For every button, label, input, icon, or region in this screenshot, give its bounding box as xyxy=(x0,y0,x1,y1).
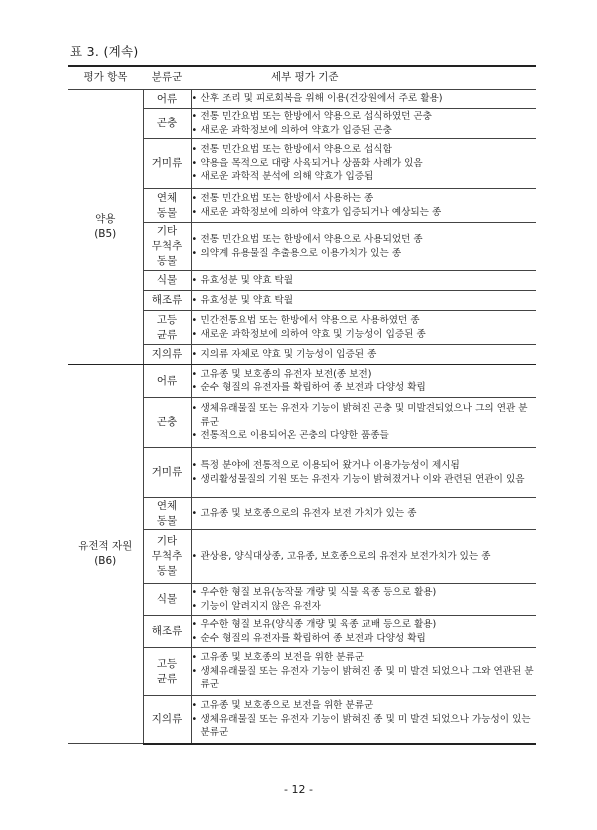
criteria-list-item xyxy=(192,170,537,184)
header-evaluation-item: 평가 항목 xyxy=(68,66,143,90)
criteria-text: 기능이 알려지지 않은 유전자 xyxy=(200,600,321,612)
criteria-list-item xyxy=(192,274,537,288)
criteria-text: 전통 민간요법 또는 한방에서 약용으로 섭식함 xyxy=(200,144,392,156)
criteria-list-item xyxy=(192,314,537,328)
criteria-text: 유효성분 및 약효 탁월 xyxy=(200,294,294,306)
taxon-group-cell: 기타 무척추 동물 xyxy=(143,530,191,584)
criteria-text: 우수한 형질 보유(양식종 개량 및 육종 교배 등으로 활용) xyxy=(200,619,437,630)
criteria-text: 의약계 유용물질 추출용으로 이용가치가 있는 종 xyxy=(200,247,402,259)
criteria-text: 고유종 및 보호종으로 보전을 위한 분류군 xyxy=(200,700,374,711)
detail-criteria-cell xyxy=(191,696,536,744)
bullet-icon: • xyxy=(191,600,198,612)
criteria-text: 지의류 자체로 약효 및 기능성이 입증된 종 xyxy=(200,348,377,360)
evaluation-item-cell xyxy=(68,90,143,365)
detail-criteria-cell xyxy=(191,345,536,365)
taxon-group-cell: 곤충 xyxy=(143,398,191,448)
bullet-icon: • xyxy=(191,348,198,360)
bullet-icon: • xyxy=(191,713,198,725)
criteria-text: 약용을 목적으로 대량 사육되거나 상품화 사례가 있음 xyxy=(200,157,423,169)
criteria-list-item xyxy=(192,713,537,740)
table-row xyxy=(68,90,536,109)
page-number: - 12 - xyxy=(284,783,313,796)
taxon-group-cell: 어류 xyxy=(143,365,191,398)
criteria-text: 우수한 형질 보유(농작물 개량 및 식물 육종 등으로 활용) xyxy=(200,587,437,598)
table-body xyxy=(68,90,536,744)
criteria-list-item xyxy=(192,381,537,395)
taxon-group-cell: 지의류 xyxy=(143,696,191,744)
criteria-list-item xyxy=(192,192,537,206)
taxon-group-cell: 식물 xyxy=(143,584,191,616)
criteria-list-item xyxy=(192,402,537,429)
criteria-text: 순수 형질의 유전자를 확립하여 종 보전과 다양성 확립 xyxy=(200,632,426,644)
bullet-icon: • xyxy=(191,294,198,306)
criteria-list-item xyxy=(192,348,537,362)
detail-criteria-cell xyxy=(191,498,536,530)
taxon-group-cell: 연체 동물 xyxy=(143,498,191,530)
evaluation-item-name: 약용 xyxy=(95,213,116,225)
bullet-icon: • xyxy=(191,206,198,218)
criteria-text: 민간전통요법 또는 한방에서 약용으로 사용하였던 종 xyxy=(200,315,420,326)
evaluation-item-cell xyxy=(68,365,143,744)
criteria-list-item xyxy=(192,247,537,261)
table-header-row xyxy=(68,66,536,90)
detail-criteria-cell xyxy=(191,90,536,109)
detail-criteria-cell xyxy=(191,584,536,616)
criteria-text: 전통 민간요법 또는 한방에서 약용으로 사용되었던 종 xyxy=(200,234,423,245)
criteria-list-item xyxy=(192,92,537,106)
criteria-list-item xyxy=(192,429,537,443)
criteria-text: 생체유래물질 또는 유전자 기능이 밝혀진 종 및 미 발견 되었으나 가능성이 있는 분류군 xyxy=(200,713,531,738)
detail-criteria-cell xyxy=(191,530,536,584)
taxon-group-cell: 식물 xyxy=(143,271,191,291)
bullet-icon: • xyxy=(191,144,198,156)
detail-criteria-cell xyxy=(191,189,536,223)
bullet-icon: • xyxy=(191,473,198,485)
detail-criteria-cell xyxy=(191,365,536,398)
detail-criteria-cell xyxy=(191,616,536,648)
criteria-text: 고유종 및 보호종으로의 유전자 보전 가치가 있는 종 xyxy=(200,507,417,519)
taxon-group-cell: 곤충 xyxy=(143,109,191,139)
evaluation-item-code: (B5) xyxy=(94,228,117,240)
bullet-icon: • xyxy=(191,193,198,204)
detail-criteria-cell xyxy=(191,291,536,311)
criteria-list-item xyxy=(192,328,537,342)
criteria-text: 새로운 과학정보에 의하여 약효가 입증되거나 예상되는 종 xyxy=(200,206,442,218)
bullet-icon: • xyxy=(191,665,198,677)
criteria-text: 전통적으로 이용되어온 곤충의 다양한 품종들 xyxy=(200,430,389,442)
bullet-icon: • xyxy=(191,234,198,245)
taxon-group-cell: 어류 xyxy=(143,90,191,109)
taxon-group-cell: 거미류 xyxy=(143,139,191,189)
bullet-icon: • xyxy=(191,315,198,326)
criteria-text: 고유종 및 보호종의 유전자 보전(종 보전) xyxy=(200,368,372,380)
criteria-list-item xyxy=(192,600,537,614)
taxon-group-cell: 고등 균류 xyxy=(143,311,191,345)
criteria-list-item xyxy=(192,294,537,308)
criteria-text: 전통 민간요법 또는 한방에서 사용하는 종 xyxy=(200,193,374,204)
detail-criteria-cell xyxy=(191,109,536,139)
bullet-icon: • xyxy=(191,111,198,122)
bullet-icon: • xyxy=(191,700,198,711)
bullet-icon: • xyxy=(191,124,198,136)
bullet-icon: • xyxy=(191,619,198,630)
criteria-list-item xyxy=(192,206,537,220)
evaluation-item-name: 유전적 자원 xyxy=(78,540,133,552)
detail-criteria-cell xyxy=(191,398,536,448)
bullet-icon: • xyxy=(191,587,198,598)
evaluation-criteria-table xyxy=(68,65,536,745)
detail-criteria-cell xyxy=(191,448,536,498)
bullet-icon: • xyxy=(191,368,198,380)
criteria-list-item xyxy=(192,233,537,247)
bullet-icon: • xyxy=(191,403,198,415)
detail-criteria-cell xyxy=(191,311,536,345)
criteria-list-item xyxy=(192,586,537,600)
header-detail-criteria: 세부 평가 기준 xyxy=(191,66,536,90)
criteria-list-item xyxy=(192,550,537,564)
header-taxon-group: 분류군 xyxy=(143,66,191,90)
criteria-list-item xyxy=(192,368,537,382)
criteria-list-item xyxy=(192,110,537,124)
table-row xyxy=(68,365,536,398)
criteria-text: 새로운 과학정보에 의하여 약효가 입증된 곤충 xyxy=(200,124,392,136)
criteria-text: 전통 민간요법 또는 한방에서 약용으로 섭식하였던 곤충 xyxy=(200,111,432,122)
taxon-group-cell: 해조류 xyxy=(143,616,191,648)
criteria-text: 고유종 및 보호종의 보전을 위한 분류군 xyxy=(200,652,365,664)
criteria-list-item xyxy=(192,507,537,521)
bullet-icon: • xyxy=(191,460,198,471)
bullet-icon: • xyxy=(191,247,198,259)
criteria-list-item xyxy=(192,459,537,473)
bullet-icon: • xyxy=(191,328,198,340)
criteria-list-item xyxy=(192,632,537,646)
criteria-list-item xyxy=(192,665,537,692)
bullet-icon: • xyxy=(191,507,198,519)
evaluation-item-code: (B6) xyxy=(94,555,117,567)
taxon-group-cell: 연체 동물 xyxy=(143,189,191,223)
bullet-icon: • xyxy=(191,382,198,393)
criteria-list-item xyxy=(192,699,537,713)
criteria-list-item xyxy=(192,618,537,632)
taxon-group-cell: 고등 균류 xyxy=(143,648,191,696)
bullet-icon: • xyxy=(191,274,198,286)
criteria-text: 생체유래물질 또는 유전자 기능이 밝혀진 곤충 및 미발견되었으나 그의 연관 분류군 xyxy=(200,403,528,428)
criteria-text: 관상용, 양식대상종, 고유종, 보호종으로의 유전자 보전가치가 있는 종 xyxy=(200,550,491,562)
taxon-group-cell: 지의류 xyxy=(143,345,191,365)
criteria-text: 새로운 과학적 분석에 의해 약효가 입증됨 xyxy=(200,171,374,183)
taxon-group-cell: 해조류 xyxy=(143,291,191,311)
criteria-list-item xyxy=(192,651,537,665)
bullet-icon: • xyxy=(191,430,198,442)
criteria-text: 유효성분 및 약효 탁월 xyxy=(200,274,294,286)
bullet-icon: • xyxy=(191,550,198,562)
table-caption: 표 3. (계속) xyxy=(70,44,139,59)
detail-criteria-cell xyxy=(191,271,536,291)
criteria-text: 순수 형질의 유전자를 확립하여 종 보전과 다양성 확립 xyxy=(200,382,426,393)
criteria-list-item xyxy=(192,143,537,157)
criteria-text: 생체유래물질 또는 유전자 기능이 밝혀진 종 및 미 발견 되었으나 그와 연관된 분류군 xyxy=(200,665,534,691)
detail-criteria-cell xyxy=(191,223,536,271)
criteria-text: 특정 분야에 전통적으로 이용되어 왔거나 이용가능성이 제시됨 xyxy=(200,460,460,471)
detail-criteria-cell xyxy=(191,139,536,189)
criteria-text: 산후 조리 및 피로회복을 위해 이용(건강원에서 주로 활용) xyxy=(200,93,443,105)
bullet-icon: • xyxy=(191,632,198,644)
bullet-icon: • xyxy=(191,652,198,664)
criteria-list-item xyxy=(192,157,537,171)
criteria-list-item xyxy=(192,124,537,138)
criteria-list-item xyxy=(192,473,537,487)
bullet-icon: • xyxy=(191,157,198,169)
detail-criteria-cell xyxy=(191,648,536,696)
taxon-group-cell: 기타 무척추 동물 xyxy=(143,223,191,271)
taxon-group-cell: 거미류 xyxy=(143,448,191,498)
criteria-text: 생리활성물질의 기원 또는 유전자 기능이 밝혀졌거나 이와 관련된 연관이 있음 xyxy=(200,473,525,485)
bullet-icon: • xyxy=(191,171,198,183)
bullet-icon: • xyxy=(191,93,198,105)
criteria-text: 새로운 과학정보에 의하여 약효 및 기능성이 입증된 종 xyxy=(200,328,426,340)
